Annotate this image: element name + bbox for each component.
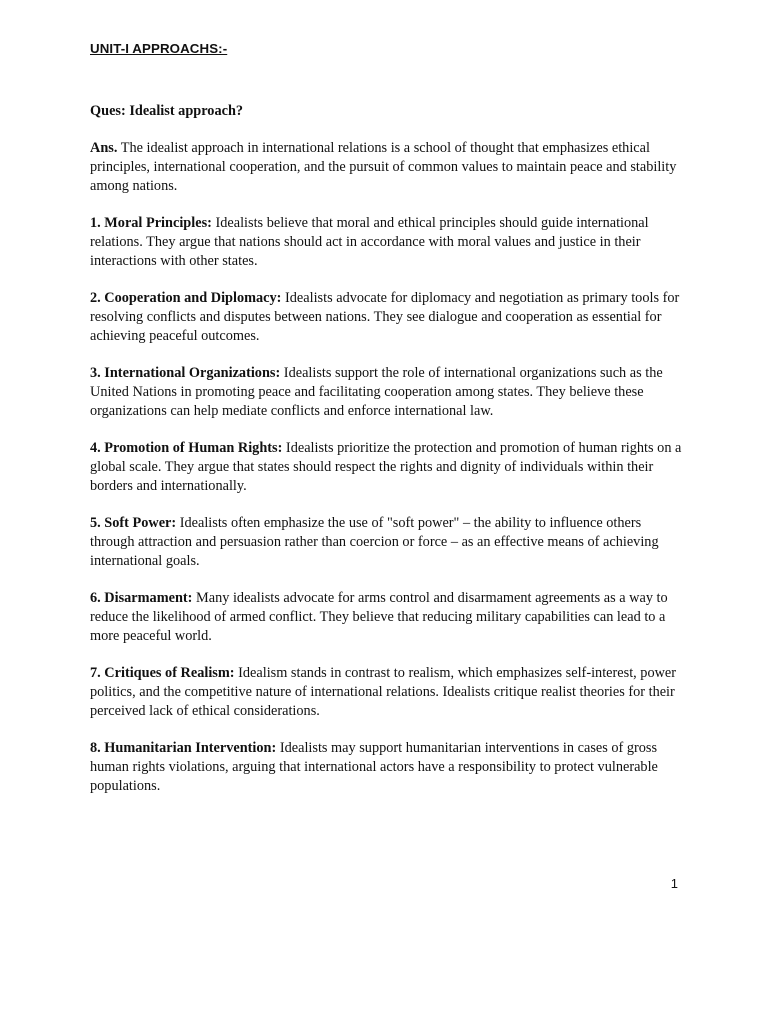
page-number: 1 — [670, 876, 678, 891]
point-4-title: 4. Promotion of Human Rights: — [90, 440, 283, 456]
point-6 — [90, 589, 682, 646]
point-5-text: Idealists often emphasize the use of "soft power" – the ability to influence others through attraction and persuasion rather than coercion or force – as an effective means of achieving international goals. — [90, 515, 659, 569]
point-7-title: 7. Critiques of Realism: — [90, 665, 235, 681]
point-3-text: Idealists support the role of international organizations such as the United Nations in promoting peace and facilitating cooperation among states. They believe these organizations can help mediate conflicts and enforce international law. — [90, 365, 663, 419]
point-3-title: 3. International Organizations: — [90, 365, 281, 381]
point-6-text: Many idealists advocate for arms control and disarmament agreements as a way to reduce the likelihood of armed conflict. They believe that reducing military capabilities can lead to a more peaceful world. — [90, 590, 668, 644]
point-8-text: Idealists may support humanitarian interventions in cases of gross human rights violations, arguing that international actors have a responsibility to protect vulnerable populations. — [90, 740, 658, 794]
document-body — [90, 102, 682, 814]
point-1-title: 1. Moral Principles: — [90, 215, 212, 231]
point-2-text: Idealists advocate for diplomacy and negotiation as primary tools for resolving conflicts and disputes between nations. They see dialogue and cooperation as essential for achieving peaceful outcomes. — [90, 290, 680, 344]
point-4-text: Idealists prioritize the protection and promotion of human rights on a global scale. They argue that states should respect the rights and dignity of individuals within their borders and internationally. — [90, 440, 682, 494]
point-4 — [90, 439, 682, 496]
point-5 — [90, 514, 682, 571]
point-1 — [90, 214, 682, 271]
point-7 — [90, 664, 682, 721]
answer-label: Ans. — [90, 140, 118, 156]
point-2-title: 2. Cooperation and Diplomacy: — [90, 290, 282, 306]
point-3 — [90, 364, 682, 421]
point-1-text: Idealists believe that moral and ethical principles should guide international relations. They argue that nations should act in accordance with moral values and justice in their interactions with other states. — [90, 215, 649, 269]
answer-paragraph — [90, 139, 682, 196]
point-2 — [90, 289, 682, 346]
point-8 — [90, 739, 682, 796]
point-7-text: Idealism stands in contrast to realism, which emphasizes self-interest, power politics, and the competitive nature of international relations. Idealists critique realist theories for their perceived lack of ethical considerations. — [90, 665, 677, 719]
point-6-title: 6. Disarmament: — [90, 590, 193, 606]
point-8-title: 8. Humanitarian Intervention: — [90, 740, 277, 756]
point-5-title: 5. Soft Power: — [90, 515, 177, 531]
answer-text: The idealist approach in international relations is a school of thought that emphasizes ethical principles, international cooperation, and the pursuit of common values to maintain peace and stability among nations. — [90, 140, 677, 194]
question-heading: Ques: Idealist approach? — [90, 103, 244, 119]
unit-heading: UNIT-I APPROACHS:- — [90, 41, 228, 56]
